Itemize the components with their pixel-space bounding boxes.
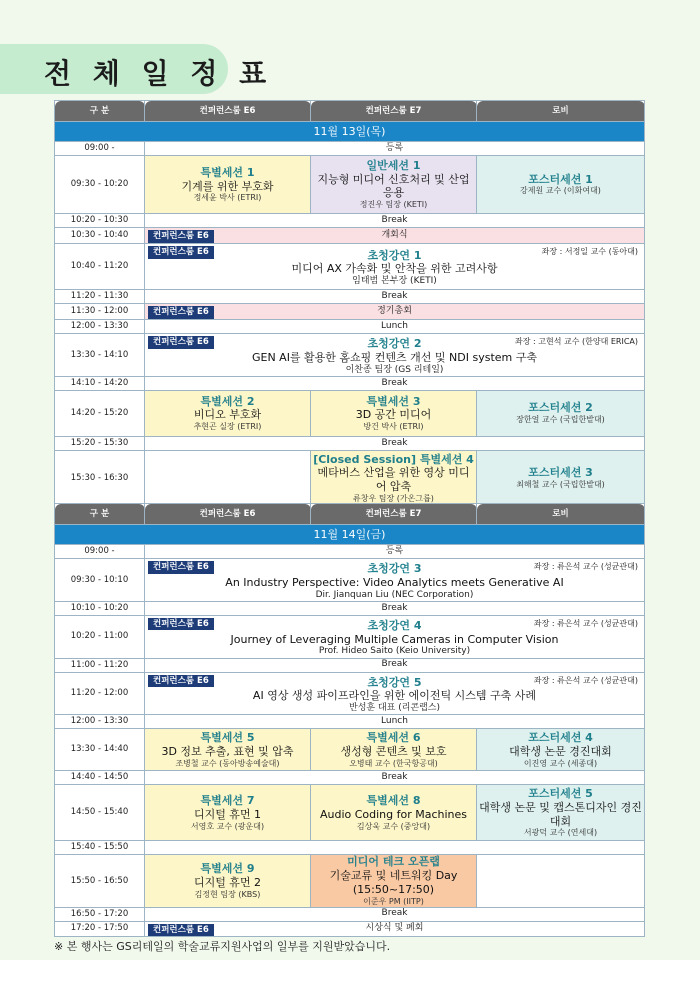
time-cell: 12:00 - 13:30 [55,715,145,729]
session-speaker: 강제원 교수 (이화여대) [520,186,601,196]
header-row [55,101,645,122]
session-cell [145,785,311,841]
keynote-speaker: 임태범 본부장 (KETI) [352,276,437,287]
table-row [55,214,645,228]
session-title: 특별세션 3 [366,394,421,408]
poster-cell [477,450,645,506]
date-label: 11월 13일(목) [55,122,645,142]
date-row [55,525,645,545]
keynote-speaker: Dir. Jianquan Liu (NEC Corporation) [315,589,474,600]
session-name: 기술교류 및 네트워킹 Day (15:50~17:50) [329,869,458,896]
session-name: 디지털 휴먼 1 [193,807,262,821]
room-tag: 컨퍼런스룸 E6 [148,924,214,937]
poster-cell [477,785,645,841]
time-cell: 09:30 - 10:20 [55,156,145,214]
room-tag: 컨퍼런스룸 E6 [148,675,214,688]
session-speaker: 추현곤 실장 (ETRI) [193,422,262,431]
table-row [55,290,645,304]
time-cell: 10:10 - 10:20 [55,601,145,615]
session-cell [311,390,477,436]
header-lobby: 로비 [477,101,645,122]
page-title: 전 체 일 정 표 [44,57,273,90]
keynote-title: 초청강연 5 [367,675,422,689]
session-title: 포스터세션 4 [528,731,593,744]
session-title: 포스터세션 2 [528,401,593,415]
keynote-name: 미디어 AX 가속화 및 안착을 위한 고려사항 [291,262,498,276]
session-cell [311,156,477,214]
break-cell: Break [145,907,645,921]
keynote-name: GEN AI를 활용한 홈쇼핑 컨텐츠 개선 및 NDI system 구축 [251,350,538,364]
lunch-cell: Lunch [145,320,645,334]
closing-cell [145,921,645,936]
opening-cell [145,228,645,244]
break-cell: Break [145,290,645,304]
time-cell: 10:30 - 10:40 [55,228,145,244]
header-room-e7: 컨퍼런스룸 E7 [311,504,477,525]
table-row [55,715,645,729]
time-cell: 14:20 - 15:20 [55,390,145,436]
session-title: 특별세션 9 [200,862,255,876]
time-cell: 11:00 - 11:20 [55,658,145,672]
keynote-title: 초청강연 2 [367,337,422,350]
keynote-speaker: 반성훈 대표 (리콘랩스) [349,703,440,713]
schedule-table-day2 [54,503,645,937]
session-title: [Closed Session] 특별세션 4 [313,452,474,466]
session-name: 3D 정보 추출, 표현 및 압축 [161,744,294,758]
registration-cell: 등록 [145,142,645,156]
time-cell: 10:20 - 11:00 [55,615,145,658]
break-cell: Break [145,376,645,390]
time-cell: 09:30 - 10:10 [55,559,145,602]
room-tag: 컨퍼런스룸 E6 [148,618,214,631]
session-speaker: 김상욱 교수 (중앙대) [356,821,431,831]
session-title: 특별세션 5 [200,731,255,744]
table-row [55,855,645,907]
table-row [55,921,645,936]
schedule-table-day1 [54,100,645,507]
table-row [55,228,645,244]
table-row [55,601,645,615]
time-cell: 11:20 - 11:30 [55,290,145,304]
session-speaker: 장한얼 교수 (국립한밭대) [516,415,605,425]
header-category: 구 분 [55,504,145,525]
session-name: 대학생 논문 경진대회 [509,744,612,758]
session-cell [145,855,311,907]
header-room-e6: 컨퍼런스룸 E6 [145,504,311,525]
header-room-e7: 컨퍼런스룸 E7 [311,101,477,122]
session-title: 포스터세션 5 [528,787,593,801]
chair-label: 좌장 : 류은석 교수 (성균관대) [533,618,638,628]
chair-label: 좌장 : 류은석 교수 (성균관대) [533,675,638,685]
session-name: 3D 공간 미디어 [355,408,432,422]
header-room-e6: 컨퍼런스룸 E6 [145,101,311,122]
time-cell: 14:50 - 15:40 [55,785,145,841]
break-cell: Break [145,771,645,785]
registration-cell: 등록 [145,545,645,559]
time-cell: 10:20 - 10:30 [55,214,145,228]
room-tag: 컨퍼런스룸 E6 [148,230,214,243]
time-cell: 13:30 - 14:10 [55,334,145,377]
session-speaker: 오병태 교수 (한국항공대) [349,758,438,768]
opening-label: 개회식 [381,229,408,240]
table-row [55,142,645,156]
table-row [55,450,645,506]
poster-cell [477,390,645,436]
open-lab-cell [311,855,477,907]
keynote-title: 초청강연 4 [367,618,422,632]
session-title: 특별세션 8 [366,794,421,807]
time-cell: 10:40 - 11:20 [55,244,145,290]
session-name: 대학생 논문 및 캡스톤디자인 경진대회 [479,800,642,828]
session-name: 생성형 콘텐츠 및 보호 [340,744,447,758]
session-speaker: 방건 박사 (ETRI) [363,422,424,431]
session-speaker: 정진우 팀장 (KETI) [359,200,428,210]
time-cell: 16:50 - 17:20 [55,907,145,921]
table-row [55,320,645,334]
session-speaker: 김정현 팀장 (KBS) [194,889,261,899]
time-cell: 15:40 - 15:50 [55,841,145,855]
date-label: 11월 14일(금) [55,525,645,545]
table-row [55,771,645,785]
keynote-cell [145,334,645,377]
room-tag: 컨퍼런스룸 E6 [148,336,214,349]
empty-cell [145,450,311,506]
sponsor-footnote: ※ 본 행사는 GS리테일의 학술교류지원사업의 일부를 지원받았습니다. [54,940,391,953]
session-speaker: 서영호 교수 (광운대) [190,821,265,831]
time-cell: 14:10 - 14:20 [55,376,145,390]
break-cell: Break [145,214,645,228]
table-row [55,376,645,390]
poster-cell [477,156,645,214]
time-cell: 15:50 - 16:50 [55,855,145,907]
time-cell: 15:30 - 16:30 [55,450,145,506]
break-cell: Break [145,601,645,615]
keynote-name: AI 영상 생성 파이프라인을 위한 에이전틱 시스템 구축 사례 [252,689,537,703]
empty-cell [145,841,645,855]
chair-label: 좌장 : 류은석 교수 (성균관대) [533,562,638,571]
keynote-name: An Industry Perspective: Video Analytics meets Generative AI [225,575,564,589]
break-cell: Break [145,658,645,672]
session-speaker: 이진영 교수 (세종대) [523,758,598,768]
break-cell: Break [145,436,645,450]
session-title: 포스터세션 3 [528,466,593,480]
session-name: 메타버스 산업을 위한 영상 미디어 압축 [317,466,470,494]
keynote-title: 초청강연 3 [367,562,422,575]
time-cell: 17:20 - 17:50 [55,921,145,936]
session-title: 일반세션 1 [366,158,421,172]
time-cell: 15:20 - 15:30 [55,436,145,450]
table-row [55,658,645,672]
session-name: 지능형 미디어 신호처리 및 산업 응용 [317,172,470,200]
keynote-name: Journey of Leveraging Multiple Cameras in Computer Vision [230,632,559,646]
table-row [55,545,645,559]
session-speaker: 이준우 PM (IITP) [363,896,424,906]
empty-cell [477,855,645,907]
table-row [55,390,645,436]
session-title: 특별세션 7 [200,794,255,807]
session-speaker: 정세윤 박사 (ETRI) [193,193,262,203]
table-row [55,615,645,658]
table-row [55,334,645,377]
time-cell: 09:00 - [55,545,145,559]
lunch-cell: Lunch [145,715,645,729]
table-row [55,304,645,320]
table-row [55,841,645,855]
date-row [55,122,645,142]
table-row [55,907,645,921]
session-cell [311,729,477,771]
session-speaker: 류창우 팀장 (가온그룹) [353,493,434,503]
poster-cell [477,729,645,771]
header-row [55,504,645,525]
session-title: 포스터세션 1 [528,172,593,186]
keynote-speaker: 이찬종 팀장 (GS 리테일) [345,364,444,375]
session-cell [145,729,311,771]
session-cell [311,450,477,506]
table-row [55,156,645,214]
session-name: 디지털 휴먼 2 [193,875,262,889]
session-cell [145,156,311,214]
chair-label: 좌장 : 서정일 교수 (동아대) [541,247,638,256]
keynote-cell [145,244,645,290]
session-title: 특별세션 2 [200,394,255,408]
time-cell: 11:30 - 12:00 [55,304,145,320]
keynote-cell [145,559,645,602]
session-title: 특별세션 1 [200,165,255,179]
session-title: 특별세션 6 [366,731,421,744]
closing-label: 시상식 및 폐회 [365,922,424,933]
session-name: 비디오 부호화 [193,408,262,422]
general-meeting-label: 정기총회 [377,305,412,316]
time-cell: 13:30 - 14:40 [55,729,145,771]
room-tag: 컨퍼런스룸 E6 [148,246,214,259]
keynote-speaker: Prof. Hideo Saito (Keio University) [318,646,471,657]
header-lobby: 로비 [477,504,645,525]
general-meeting-cell [145,304,645,320]
session-name: Audio Coding for Machines [319,807,468,821]
session-cell [311,785,477,841]
time-cell: 12:00 - 13:30 [55,320,145,334]
time-cell: 11:20 - 12:00 [55,672,145,715]
table-row [55,559,645,602]
table-row [55,729,645,771]
keynote-title: 초청강연 1 [367,248,422,262]
room-tag: 컨퍼런스룸 E6 [148,561,214,574]
session-name: 기계를 위한 부호화 [181,179,274,193]
time-cell: 09:00 - [55,142,145,156]
session-speaker: 조병철 교수 (동아방송예술대) [175,758,280,768]
keynote-cell [145,672,645,715]
time-cell: 14:40 - 14:50 [55,771,145,785]
table-row [55,244,645,290]
room-tag: 컨퍼런스룸 E6 [148,306,214,319]
chair-label: 좌장 : 고현석 교수 (한양대 ERICA) [515,337,638,346]
session-cell [145,390,311,436]
header-category: 구 분 [55,101,145,122]
table-row [55,785,645,841]
session-speaker: 서광덕 교수 (연세대) [523,828,598,838]
keynote-cell [145,615,645,658]
session-speaker: 최해철 교수 (국립한밭대) [516,480,605,490]
session-title: 미디어 테크 오픈랩 [347,855,440,869]
table-row [55,672,645,715]
table-row [55,436,645,450]
